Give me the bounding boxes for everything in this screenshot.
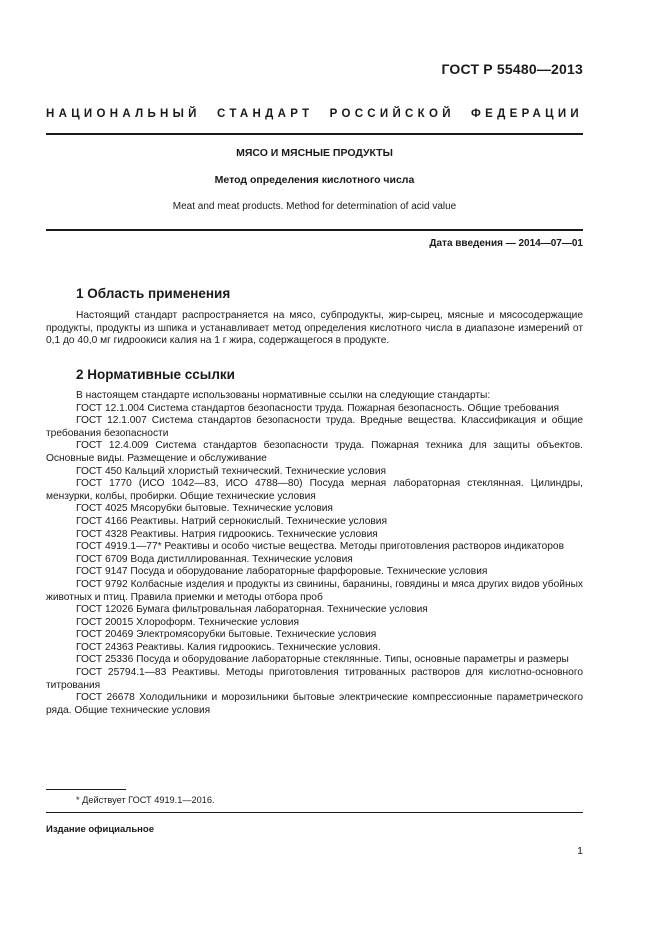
section-1-heading: 1 Область применения — [76, 286, 231, 301]
section-2-heading: 2 Нормативные ссылки — [76, 367, 235, 382]
reference-item: ГОСТ 1770 (ИСО 1042—83, ИСО 4788—80) Посуда мерная лабораторная стеклянная. Цилиндры, мензурки, колбы, пробирки. Общие технические условия — [46, 478, 583, 502]
reference-item: ГОСТ 4166 Реактивы. Натрий сернокислый. Технические условия — [76, 515, 387, 527]
reference-item: ГОСТ 20469 Электромясорубки бытовые. Технические условия — [76, 629, 377, 641]
reference-item: ГОСТ 9792 Колбасные изделия и продукты из свинины, баранины, говядины и мяса других видов убойных животных и птиц. Правила приемки и методы отбора проб — [46, 578, 583, 603]
reference-item: ГОСТ 12.4.009 Система стандартов безопасности труда. Пожарная техника для защиты объектов. Основные виды. Размещение и обслуживание — [46, 440, 583, 464]
footnote-divider — [46, 789, 126, 790]
reference-item: ГОСТ 25336 Посуда и оборудование лабораторные стеклянные. Типы, основные параметры и размеры — [76, 654, 569, 666]
standard-type-header: НАЦИОНАЛЬНЫЙ СТАНДАРТ РОССИЙСКОЙ ФЕДЕРАЦИИ — [46, 108, 583, 120]
reference-item: ГОСТ 4328 Реактивы. Натрия гидроокись. Технические условия — [76, 528, 378, 540]
document-subtitle: Метод определения кислотного числа — [214, 174, 415, 186]
english-title: Meat and meat products. Method for determination of acid value — [172, 201, 457, 212]
reference-item: ГОСТ 9147 Посуда и оборудование лабораторные фарфоровые. Технические условия — [76, 566, 488, 578]
normative-references — [46, 390, 583, 717]
reference-item: ГОСТ 20015 Хлороформ. Технические условия — [76, 616, 299, 628]
introduction-date: Дата введения — 2014—07—01 — [429, 238, 583, 249]
reference-item: ГОСТ 6709 Вода дистиллированная. Технические условия — [76, 553, 353, 565]
document-title: МЯСО И МЯСНЫЕ ПРОДУКТЫ — [236, 147, 393, 159]
reference-item: ГОСТ 450 Кальций хлористый технический. Технические условия — [76, 465, 387, 477]
reference-item: ГОСТ 12026 Бумага фильтровальная лабораторная. Технические условия — [76, 604, 428, 616]
reference-item: ГОСТ 25794.1—83 Реактивы. Методы приготовления титрованных растворов для кислотно-основного титрования — [46, 667, 583, 691]
page-number: 1 — [577, 845, 583, 857]
reference-item: ГОСТ 12.1.007 Система стандартов безопасности труда. Вредные вещества. Классификация и общие требования безопасности — [46, 415, 583, 439]
section-1-text — [46, 310, 583, 348]
reference-item: ГОСТ 4025 Мясорубки бытовые. Технические условия — [76, 503, 333, 515]
references-intro: В настоящем стандарте использованы нормативные ссылки на следующие стандарты: — [76, 390, 491, 401]
header-divider — [46, 133, 583, 135]
title-divider — [46, 229, 583, 231]
footnote: * Действует ГОСТ 4919.1—2016. — [76, 795, 215, 805]
footer-divider — [46, 812, 583, 813]
reference-item: ГОСТ 12.1.004 Система стандартов безопасности труда. Пожарная безопасность. Общие требования — [76, 402, 560, 414]
reference-item: ГОСТ 24363 Реактивы. Калия гидроокись. Технические условия. — [76, 641, 381, 653]
edition-label: Издание официальное — [46, 824, 154, 835]
document-number: ГОСТ Р 55480—2013 — [441, 61, 583, 77]
reference-item: ГОСТ 26678 Холодильники и морозильники бытовые электрические компрессионные параметрического ряда. Общие технические условия — [46, 692, 583, 716]
scope-paragraph: Настоящий стандарт распространяется на мясо, субпродукты, жир-сырец, мясные и мясосодержащие продукты, продукты из шпика и устанавливает метод определения кислотного числа в диапазоне измерений от 0,1 до 40,0 мг гидроокиси калия на 1 г жира, содержащегося в продукте. — [46, 310, 583, 347]
reference-item: ГОСТ 4919.1—77* Реактивы и особо чистые вещества. Методы приготовления растворов индикаторов — [76, 541, 564, 553]
